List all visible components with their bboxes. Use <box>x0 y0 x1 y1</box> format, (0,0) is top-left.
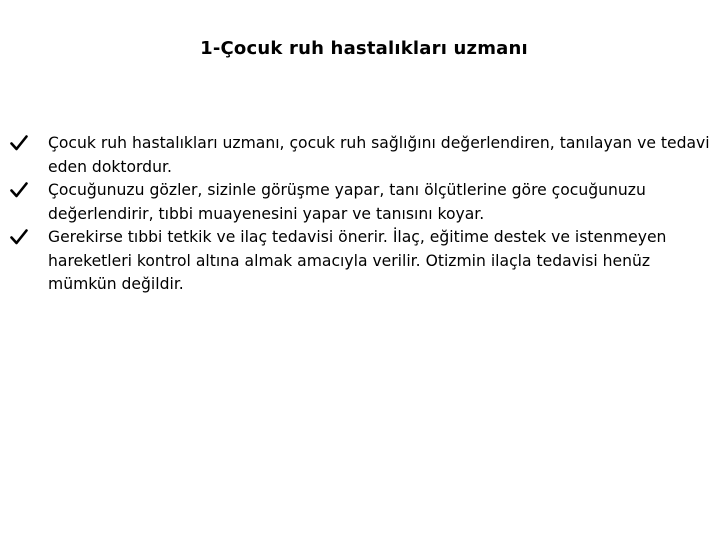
bullet-text: Çocuk ruh hastalıkları uzmanı, çocuk ruh sağlığını değerlendiren, tanılayan ve tedavi eden doktordur. <box>48 134 710 176</box>
list-item <box>10 226 716 297</box>
checkmark-icon <box>10 182 28 198</box>
checkmark-icon <box>10 135 28 151</box>
list-item <box>10 179 716 226</box>
checkmark-icon <box>10 229 28 245</box>
bullet-text: Gerekirse tıbbi tetkik ve ilaç tedavisi önerir. İlaç, eğitime destek ve istenmeyen hareketleri kontrol altına almak amacıyla verilir. Otizmin ilaçla tedavisi henüz mümkün değildir. <box>48 228 667 293</box>
slide-title: 1-Çocuk ruh hastalıkları uzmanı <box>200 38 528 59</box>
bullet-list <box>10 132 716 297</box>
bullet-text: Çocuğunuzu gözler, sizinle görüşme yapar, tanı ölçütlerine göre çocuğunuzu değerlendirir, tıbbi muayenesini yapar ve tanısını koyar. <box>48 181 646 223</box>
list-item <box>10 132 716 179</box>
